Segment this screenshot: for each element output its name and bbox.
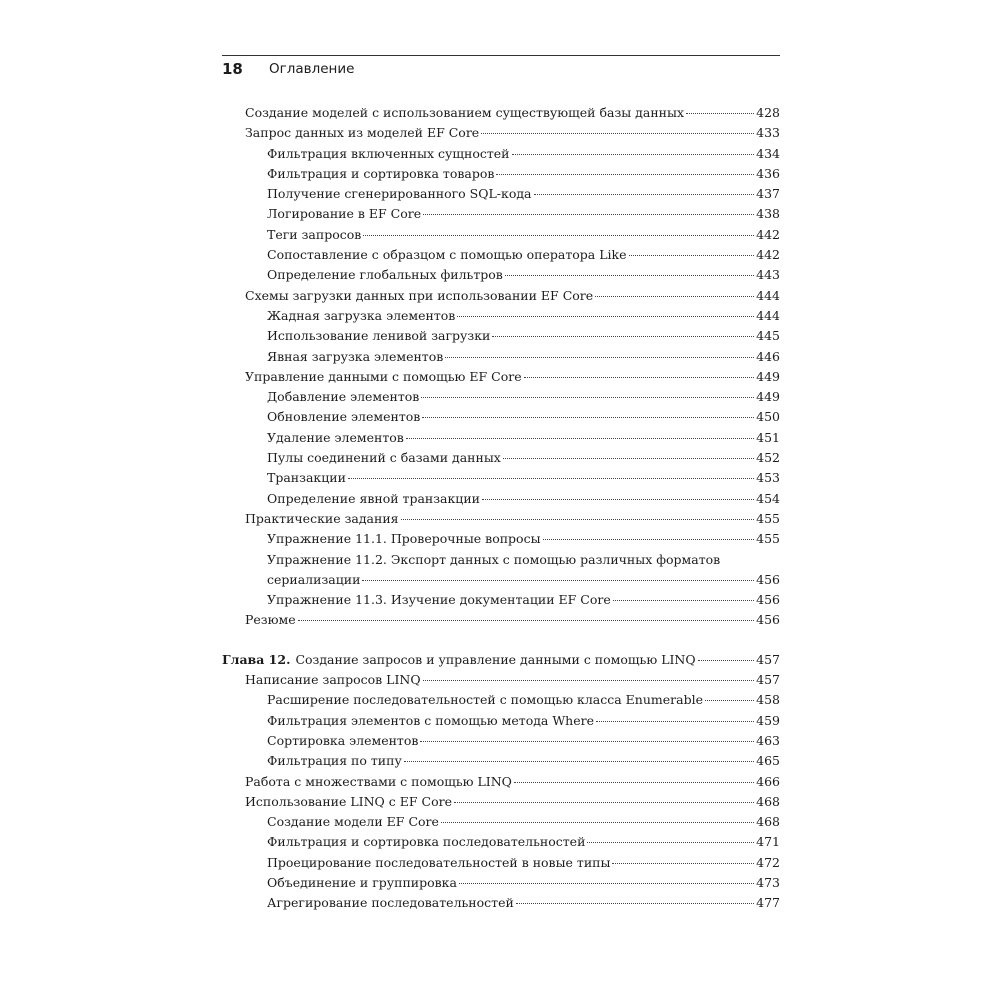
toc-entry-page: 452 bbox=[756, 450, 780, 466]
toc-entry bbox=[222, 347, 780, 367]
toc-entry bbox=[222, 873, 780, 893]
dot-leader bbox=[512, 154, 755, 155]
toc-entry bbox=[222, 245, 780, 265]
dot-leader bbox=[422, 417, 754, 418]
toc-entry bbox=[222, 164, 780, 184]
toc-entry-page: 463 bbox=[756, 732, 780, 748]
dot-leader bbox=[459, 883, 754, 884]
dot-leader bbox=[445, 357, 754, 358]
toc-entry-page: 451 bbox=[756, 429, 780, 445]
toc-entry-page: 444 bbox=[756, 287, 780, 303]
toc-entry-title: Логирование в EF Core bbox=[267, 206, 422, 222]
toc-entry-title: Транзакции bbox=[267, 470, 346, 486]
dot-leader bbox=[423, 214, 754, 215]
toc-entry bbox=[222, 832, 780, 852]
dot-leader bbox=[363, 235, 754, 236]
toc-entry bbox=[222, 387, 780, 407]
toc-entry-page: 438 bbox=[756, 206, 780, 222]
toc-entry bbox=[222, 286, 780, 306]
toc-entry-title: Работа с множествами с помощью LINQ bbox=[245, 773, 512, 789]
dot-leader bbox=[420, 741, 754, 742]
dot-leader bbox=[482, 499, 754, 500]
toc-entry-page: 468 bbox=[756, 814, 780, 830]
dot-leader bbox=[514, 782, 754, 783]
toc-entry-title: Пулы соединений с базами данных bbox=[267, 450, 501, 466]
toc-entry-title: Сопоставление с образцом с помощью оператора Like bbox=[267, 247, 627, 263]
toc-entry-page: 457 bbox=[756, 651, 780, 667]
toc-entry bbox=[222, 610, 780, 630]
toc-entry-title: Объединение и группировка bbox=[267, 874, 457, 890]
toc-entry-page: 477 bbox=[756, 895, 780, 911]
toc-entry bbox=[222, 690, 780, 710]
toc-entry-continuation bbox=[267, 570, 780, 590]
toc-entry-title-continued: сериализации bbox=[267, 571, 361, 587]
toc-entry-title: Написание запросов LINQ bbox=[245, 672, 421, 688]
toc-entry-title: Создание запросов и управление данными с помощью LINQ bbox=[295, 651, 696, 667]
toc-entry-title: Обновление элементов bbox=[267, 409, 421, 425]
dot-leader bbox=[423, 680, 755, 681]
toc-entry bbox=[222, 103, 780, 123]
toc-entry-title: Фильтрация по типу bbox=[267, 753, 402, 769]
toc-entry bbox=[222, 731, 780, 751]
toc-entry bbox=[222, 367, 780, 387]
toc-entry-title: Практические задания bbox=[245, 510, 399, 526]
toc-chapter-label: Глава 12. bbox=[222, 651, 291, 667]
dot-leader bbox=[406, 438, 754, 439]
toc-entry-title: Управление данными с помощью EF Core bbox=[245, 368, 522, 384]
toc-entry-page: 458 bbox=[756, 692, 780, 708]
toc-entry-title: Фильтрация элементов с помощью метода Where bbox=[267, 712, 595, 728]
toc-entry-page: 444 bbox=[756, 307, 780, 323]
toc-entry-title: Удаление элементов bbox=[267, 429, 404, 445]
dot-leader bbox=[698, 660, 755, 661]
dot-leader bbox=[348, 478, 754, 479]
toc-entry bbox=[222, 407, 780, 427]
dot-leader bbox=[362, 580, 754, 581]
toc-entry-page: 442 bbox=[756, 226, 780, 242]
toc-entry-title: Создание модели EF Core bbox=[267, 814, 439, 830]
toc-entry-page: 437 bbox=[756, 186, 780, 202]
toc-entry-page: 434 bbox=[756, 145, 780, 161]
dot-leader bbox=[441, 822, 754, 823]
toc-entry bbox=[222, 468, 780, 488]
toc-entry-page: 442 bbox=[756, 247, 780, 263]
toc-entry-page: 443 bbox=[756, 267, 780, 283]
dot-leader bbox=[503, 458, 754, 459]
dot-leader bbox=[404, 761, 754, 762]
toc-entry-page: 454 bbox=[756, 490, 780, 506]
toc-entry-page: 471 bbox=[756, 834, 780, 850]
dot-leader bbox=[496, 174, 754, 175]
toc-entry bbox=[222, 326, 780, 346]
toc-entry bbox=[222, 670, 780, 690]
toc-entry bbox=[222, 711, 780, 731]
toc-entry-page: 459 bbox=[756, 712, 780, 728]
toc-entry bbox=[222, 529, 780, 549]
toc-entry bbox=[222, 144, 780, 164]
table-of-contents bbox=[222, 103, 780, 914]
toc-entry-title: Добавление элементов bbox=[267, 389, 420, 405]
toc-entry-page: 465 bbox=[756, 753, 780, 769]
toc-entry bbox=[222, 812, 780, 832]
toc-entry-title: Схемы загрузки данных при использовании EF Core bbox=[245, 287, 594, 303]
toc-entry-page: 449 bbox=[756, 368, 780, 384]
toc-entry-title: Явная загрузка элементов bbox=[267, 348, 444, 364]
toc-entry-title: Фильтрация включенных сущностей bbox=[267, 145, 510, 161]
toc-entry-title: Фильтрация и сортировка товаров bbox=[267, 165, 495, 181]
dot-leader bbox=[596, 721, 754, 722]
toc-entry-page: 472 bbox=[756, 854, 780, 870]
toc-entry-page: 468 bbox=[756, 793, 780, 809]
toc-entry-title: Использование ленивой загрузки bbox=[267, 328, 491, 344]
toc-entry-page: 436 bbox=[756, 165, 780, 181]
dot-leader bbox=[613, 600, 754, 601]
toc-entry-page: 449 bbox=[756, 389, 780, 405]
dot-leader bbox=[457, 316, 754, 317]
toc-entry-title: Определение глобальных фильтров bbox=[267, 267, 503, 283]
toc-entry bbox=[222, 184, 780, 204]
toc-entry bbox=[222, 225, 780, 245]
toc-entry-page: 456 bbox=[756, 571, 780, 587]
toc-entry bbox=[222, 772, 780, 792]
toc-entry-title: Запрос данных из моделей EF Core bbox=[245, 125, 480, 141]
dot-leader bbox=[629, 255, 755, 256]
toc-entry-title: Определение явной транзакции bbox=[267, 490, 481, 506]
toc-entry bbox=[222, 489, 780, 509]
toc-entry-title-wrap bbox=[267, 550, 780, 591]
toc-entry-page: 433 bbox=[756, 125, 780, 141]
toc-entry-title: Теги запросов bbox=[267, 226, 362, 242]
dot-leader bbox=[534, 194, 755, 195]
dot-leader bbox=[454, 802, 754, 803]
dot-leader bbox=[543, 539, 755, 540]
toc-entry bbox=[222, 893, 780, 913]
toc-entry-page: 453 bbox=[756, 470, 780, 486]
toc-entry bbox=[222, 550, 780, 591]
dot-leader bbox=[505, 275, 754, 276]
toc-entry-title: Упражнение 11.3. Изучение документации EF Core bbox=[267, 592, 611, 608]
toc-entry-page: 455 bbox=[756, 531, 780, 547]
toc-entry bbox=[222, 509, 780, 529]
dot-leader bbox=[516, 903, 754, 904]
toc-entry bbox=[222, 792, 780, 812]
toc-entry bbox=[222, 204, 780, 224]
toc-entry-title: Проецирование последовательностей в новые типы bbox=[267, 854, 611, 870]
toc-entry-title: Сортировка элементов bbox=[267, 732, 419, 748]
dot-leader bbox=[686, 113, 754, 114]
dot-leader bbox=[524, 377, 755, 378]
toc-entry-title: Расширение последовательностей с помощью класса Enumerable bbox=[267, 692, 703, 708]
page-number: 18 bbox=[222, 60, 243, 78]
toc-entry-page: 456 bbox=[756, 612, 780, 628]
toc-entry bbox=[222, 428, 780, 448]
toc-entry-title: Использование LINQ с EF Core bbox=[245, 793, 452, 809]
dot-leader bbox=[612, 863, 754, 864]
dot-leader bbox=[421, 397, 754, 398]
toc-entry-page: 428 bbox=[756, 105, 780, 120]
toc-entry-title: Резюме bbox=[245, 612, 296, 628]
dot-leader bbox=[587, 842, 754, 843]
toc-entry-title: Создание моделей с использованием существующей базы данных bbox=[245, 105, 684, 120]
toc-entry-page: 473 bbox=[756, 874, 780, 890]
toc-entry bbox=[222, 448, 780, 468]
toc-entry bbox=[222, 306, 780, 326]
toc-entry-title: Жадная загрузка элементов bbox=[267, 307, 456, 323]
toc-entry bbox=[222, 265, 780, 285]
dot-leader bbox=[401, 519, 755, 520]
toc-entry-page: 455 bbox=[756, 510, 780, 526]
dot-leader bbox=[298, 620, 755, 621]
toc-entry bbox=[222, 751, 780, 771]
toc-entry-page: 457 bbox=[756, 672, 780, 688]
toc-entry-title: Упражнение 11.2. Экспорт данных с помощью различных форматов bbox=[267, 551, 721, 567]
toc-entry-page: 450 bbox=[756, 409, 780, 425]
toc-entry-title: Получение сгенерированного SQL-кода bbox=[267, 186, 532, 202]
running-title: Оглавление bbox=[269, 61, 355, 77]
toc-entry-title: Фильтрация и сортировка последовательностей bbox=[267, 834, 586, 850]
toc-entry bbox=[222, 590, 780, 610]
toc-entry-page: 466 bbox=[756, 773, 780, 789]
dot-leader bbox=[492, 336, 754, 337]
toc-entry-title: Упражнение 11.1. Проверочные вопросы bbox=[267, 531, 541, 547]
toc-entry-title: Агрегирование последовательностей bbox=[267, 895, 514, 911]
toc-chapter-entry bbox=[222, 650, 780, 670]
dot-leader bbox=[595, 296, 754, 297]
toc-entry-page: 456 bbox=[756, 592, 780, 608]
toc-entry bbox=[222, 853, 780, 873]
dot-leader bbox=[481, 133, 754, 134]
toc-entry-page: 446 bbox=[756, 348, 780, 364]
dot-leader bbox=[705, 700, 754, 701]
toc-entry bbox=[222, 123, 780, 143]
toc-entry-page: 445 bbox=[756, 328, 780, 344]
page-header bbox=[222, 55, 780, 78]
